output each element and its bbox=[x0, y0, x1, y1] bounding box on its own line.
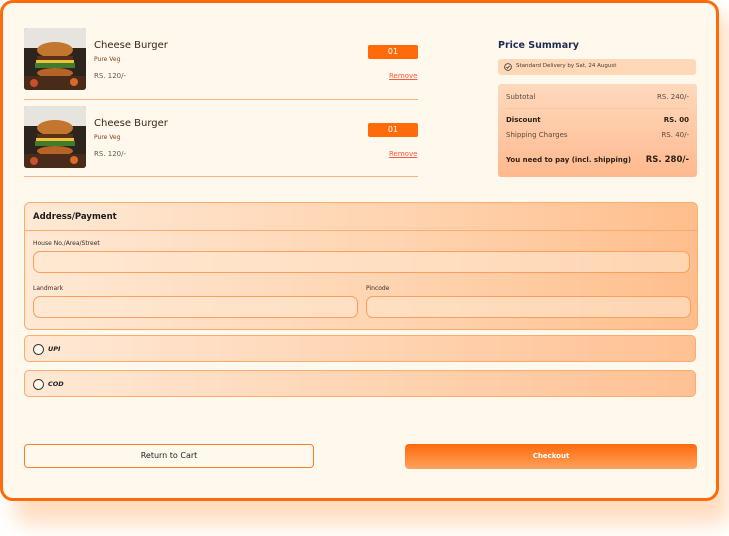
cart-item-subtitle: Pure Veg bbox=[94, 56, 121, 63]
summary-box bbox=[498, 84, 697, 177]
house-label: House No./Area/Street bbox=[33, 240, 100, 247]
summary-divider bbox=[506, 108, 689, 109]
pincode-input[interactable] bbox=[366, 296, 691, 318]
checkout-button[interactable]: Checkout bbox=[405, 444, 697, 469]
address-divider bbox=[25, 230, 697, 231]
payment-option-upi[interactable] bbox=[24, 335, 696, 362]
total-label: You need to pay (incl. shipping) bbox=[506, 156, 632, 164]
cart-item-subtitle: Pure Veg bbox=[94, 134, 121, 141]
radio-unchecked-icon[interactable] bbox=[33, 379, 44, 390]
item-divider bbox=[24, 99, 418, 100]
burger-image bbox=[24, 106, 86, 168]
discount-label: Discount bbox=[506, 116, 541, 124]
landmark-input[interactable] bbox=[33, 296, 358, 318]
address-section bbox=[24, 202, 698, 330]
price-summary-title: Price Summary bbox=[498, 40, 579, 51]
item-divider bbox=[24, 176, 418, 177]
shipping-value: RS. 40/- bbox=[661, 131, 689, 139]
cart-item-title: Cheese Burger bbox=[94, 40, 168, 51]
payment-label: COD bbox=[48, 380, 64, 388]
discount-value: RS. 00 bbox=[663, 116, 689, 124]
quantity-stepper[interactable]: 01 bbox=[368, 45, 418, 59]
cart-item-price: RS. 120/- bbox=[94, 150, 127, 158]
landmark-label: Landmark bbox=[33, 285, 64, 292]
delivery-text: Standard Delivery by Sat, 24 August bbox=[516, 63, 617, 69]
pincode-label: Pincode bbox=[366, 285, 390, 292]
quantity-stepper[interactable]: 01 bbox=[368, 123, 418, 137]
cart-item-price: RS. 120/- bbox=[94, 72, 127, 80]
cart-item-title: Cheese Burger bbox=[94, 118, 168, 129]
return-to-cart-button[interactable]: Return to Cart bbox=[24, 444, 314, 468]
check-circle-icon bbox=[504, 63, 512, 71]
shipping-label: Shipping Charges bbox=[506, 131, 568, 139]
radio-unchecked-icon[interactable] bbox=[33, 344, 44, 355]
payment-label: UPI bbox=[48, 345, 61, 353]
remove-link[interactable]: Remove bbox=[389, 72, 418, 80]
payment-option-cod[interactable] bbox=[24, 370, 696, 397]
subtotal-value: RS. 240/- bbox=[656, 93, 689, 101]
delivery-banner bbox=[498, 59, 696, 75]
total-value: RS. 280/- bbox=[645, 155, 689, 165]
subtotal-label: Subtotal bbox=[506, 93, 536, 101]
burger-image bbox=[24, 28, 86, 90]
address-title: Address/Payment bbox=[33, 212, 117, 222]
summary-divider bbox=[506, 146, 689, 147]
remove-link[interactable]: Remove bbox=[389, 150, 418, 158]
house-input[interactable] bbox=[33, 251, 690, 273]
